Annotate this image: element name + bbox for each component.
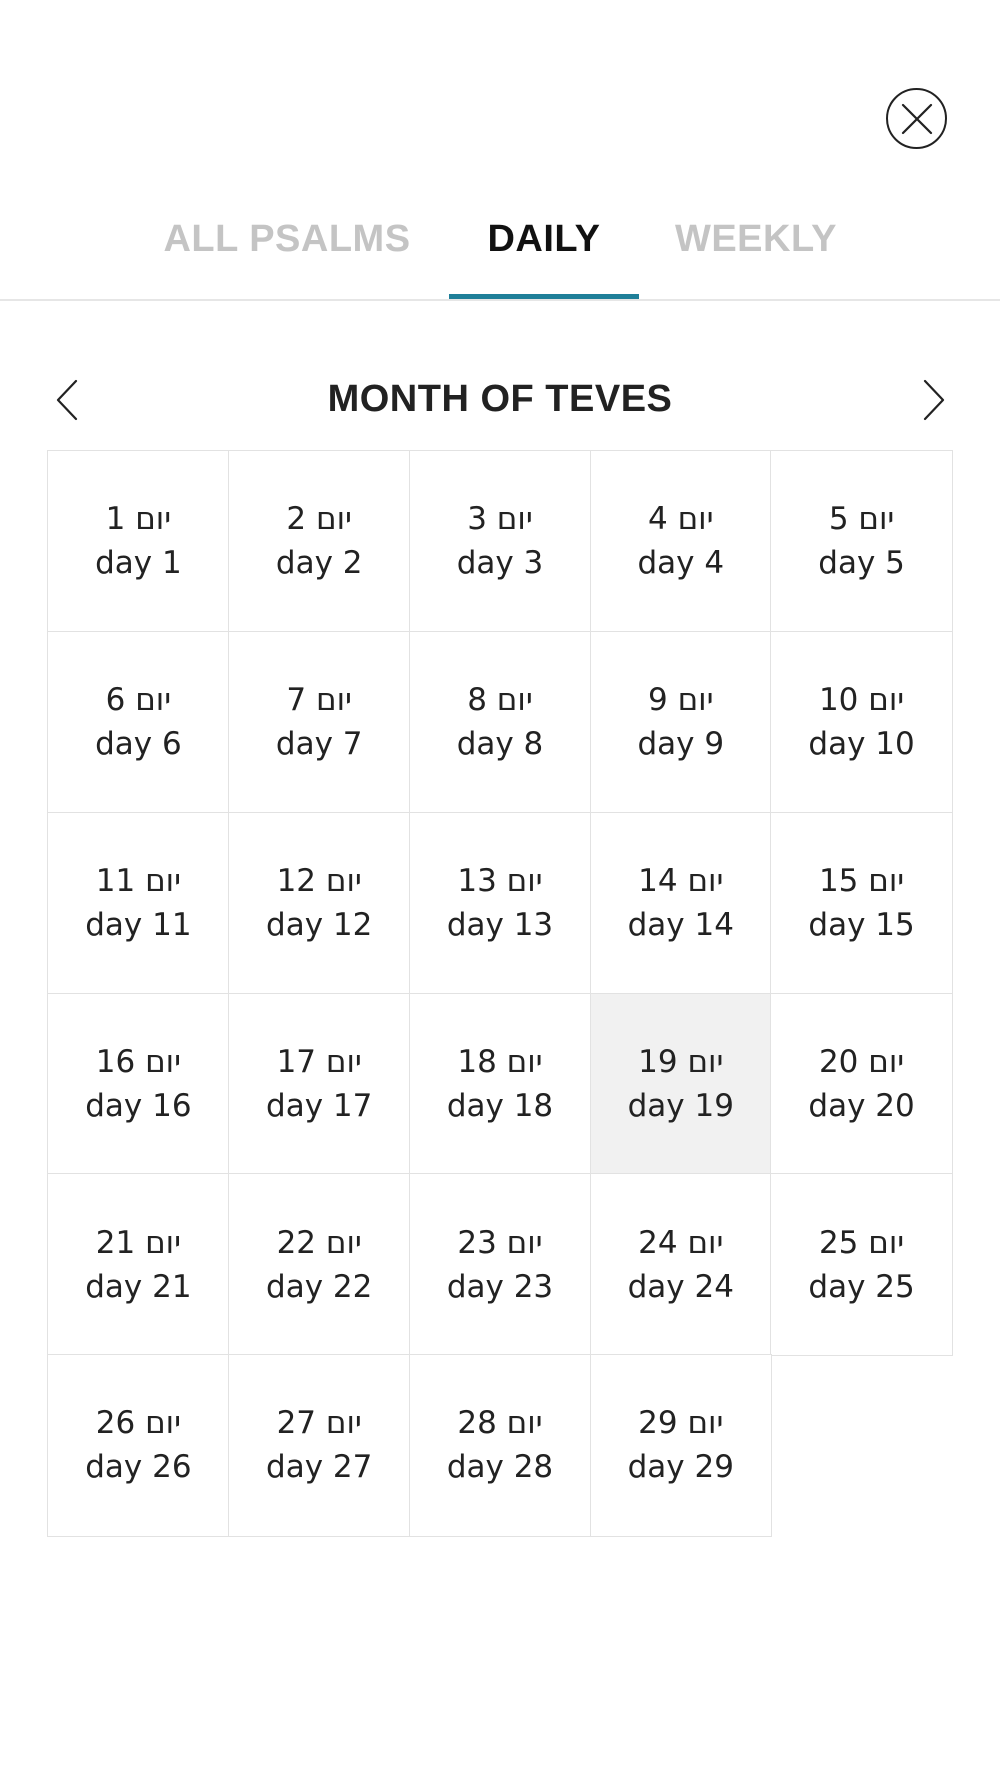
day-english-label: day 21 <box>85 1268 192 1305</box>
day-english-label: day 9 <box>637 726 725 763</box>
day-english-label: day 2 <box>275 545 363 582</box>
month-title: MONTH OF TEVES <box>327 378 673 420</box>
day-cell-18[interactable] <box>409 993 591 1175</box>
day-hebrew-label: יום 11 <box>95 862 182 899</box>
next-month-button[interactable] <box>903 370 963 430</box>
day-cell-16[interactable] <box>47 993 229 1175</box>
day-cell-3[interactable] <box>409 450 591 632</box>
month-header <box>0 370 1000 430</box>
day-english-label: day 27 <box>266 1449 373 1486</box>
day-hebrew-label: יום 16 <box>95 1043 182 1080</box>
day-cell-9[interactable] <box>590 631 772 813</box>
day-cell-7[interactable] <box>228 631 410 813</box>
day-cell-12[interactable] <box>228 812 410 994</box>
day-cell-1[interactable] <box>47 450 229 632</box>
day-english-label: day 4 <box>637 545 725 582</box>
day-hebrew-label: יום 15 <box>818 862 905 899</box>
day-english-label: day 26 <box>85 1449 192 1486</box>
day-cell-24[interactable] <box>590 1173 772 1355</box>
day-cell-29[interactable] <box>590 1354 772 1536</box>
day-english-label: day 24 <box>627 1268 734 1305</box>
tab-weekly[interactable]: WEEKLY <box>674 218 838 260</box>
day-hebrew-label: יום 27 <box>276 1405 362 1442</box>
day-english-label: day 15 <box>808 906 915 943</box>
day-hebrew-label: יום 10 <box>818 682 905 719</box>
day-english-label: day 23 <box>446 1268 554 1305</box>
chevron-left-icon <box>53 378 83 422</box>
day-hebrew-label: יום 22 <box>276 1224 362 1261</box>
tab-bar <box>0 205 1000 301</box>
day-english-label: day 6 <box>95 726 182 763</box>
day-cell-8[interactable] <box>409 631 591 813</box>
day-hebrew-label: יום 6 <box>105 682 172 719</box>
day-english-label: day 10 <box>808 726 915 763</box>
day-hebrew-label: יום 25 <box>818 1224 905 1261</box>
day-hebrew-label: יום 4 <box>648 501 714 538</box>
day-english-label: day 19 <box>627 1087 734 1124</box>
day-english-label: day 11 <box>85 906 192 943</box>
day-english-label: day 20 <box>808 1087 915 1124</box>
day-hebrew-label: יום 3 <box>467 501 533 538</box>
day-cell-14[interactable] <box>590 812 772 994</box>
day-english-label: day 12 <box>266 906 373 943</box>
day-cell-28[interactable] <box>409 1354 591 1536</box>
day-english-label: day 1 <box>95 545 182 582</box>
tab-daily[interactable]: DAILY <box>487 218 601 260</box>
day-english-label: day 25 <box>808 1268 915 1305</box>
day-english-label: day 22 <box>266 1268 373 1305</box>
active-tab-indicator <box>449 294 639 299</box>
day-cell-4[interactable] <box>590 450 772 632</box>
day-english-label: day 16 <box>85 1087 192 1124</box>
day-english-label: day 5 <box>818 545 905 582</box>
day-cell-15[interactable] <box>770 812 952 994</box>
day-english-label: day 3 <box>456 545 544 582</box>
day-english-label: day 14 <box>627 906 734 943</box>
day-cell-5[interactable] <box>770 450 952 632</box>
day-grid <box>48 451 952 1536</box>
day-hebrew-label: יום 23 <box>457 1224 543 1261</box>
day-cell-13[interactable] <box>409 812 591 994</box>
day-hebrew-label: יום 1 <box>105 501 172 538</box>
day-english-label: day 17 <box>266 1087 373 1124</box>
day-hebrew-label: יום 19 <box>638 1043 724 1080</box>
tab-all-psalms[interactable]: ALL PSALMS <box>163 218 411 260</box>
day-hebrew-label: יום 13 <box>457 862 543 899</box>
day-hebrew-label: יום 20 <box>818 1043 905 1080</box>
day-cell-25[interactable] <box>770 1173 952 1355</box>
day-hebrew-label: יום 9 <box>648 682 714 719</box>
day-hebrew-label: יום 5 <box>828 501 895 538</box>
day-hebrew-label: יום 21 <box>95 1224 182 1261</box>
close-button[interactable] <box>886 88 947 149</box>
day-english-label: day 18 <box>446 1087 554 1124</box>
day-cell-26[interactable] <box>47 1354 229 1536</box>
day-cell-27[interactable] <box>228 1354 410 1536</box>
day-cell-22[interactable] <box>228 1173 410 1355</box>
close-icon <box>900 102 934 136</box>
day-cell-10[interactable] <box>770 631 952 813</box>
day-hebrew-label: יום 12 <box>276 862 362 899</box>
day-english-label: day 29 <box>627 1449 734 1486</box>
day-cell-20[interactable] <box>770 993 952 1175</box>
day-hebrew-label: יום 2 <box>286 501 352 538</box>
day-hebrew-label: יום 26 <box>95 1405 182 1442</box>
day-hebrew-label: יום 14 <box>638 862 724 899</box>
day-hebrew-label: יום 18 <box>457 1043 543 1080</box>
day-english-label: day 8 <box>456 726 544 763</box>
day-cell-19[interactable] <box>590 993 772 1175</box>
day-hebrew-label: יום 17 <box>276 1043 362 1080</box>
day-english-label: day 13 <box>446 906 554 943</box>
chevron-right-icon <box>918 378 948 422</box>
day-cell-17[interactable] <box>228 993 410 1175</box>
day-cell-11[interactable] <box>47 812 229 994</box>
day-cell-23[interactable] <box>409 1173 591 1355</box>
day-hebrew-label: יום 24 <box>638 1224 724 1261</box>
day-hebrew-label: יום 28 <box>457 1405 543 1442</box>
day-hebrew-label: יום 29 <box>638 1405 724 1442</box>
day-cell-21[interactable] <box>47 1173 229 1355</box>
previous-month-button[interactable] <box>38 370 98 430</box>
day-cell-2[interactable] <box>228 450 410 632</box>
day-cell-6[interactable] <box>47 631 229 813</box>
day-hebrew-label: יום 7 <box>286 682 352 719</box>
day-english-label: day 7 <box>275 726 363 763</box>
day-hebrew-label: יום 8 <box>467 682 533 719</box>
day-english-label: day 28 <box>446 1449 554 1486</box>
